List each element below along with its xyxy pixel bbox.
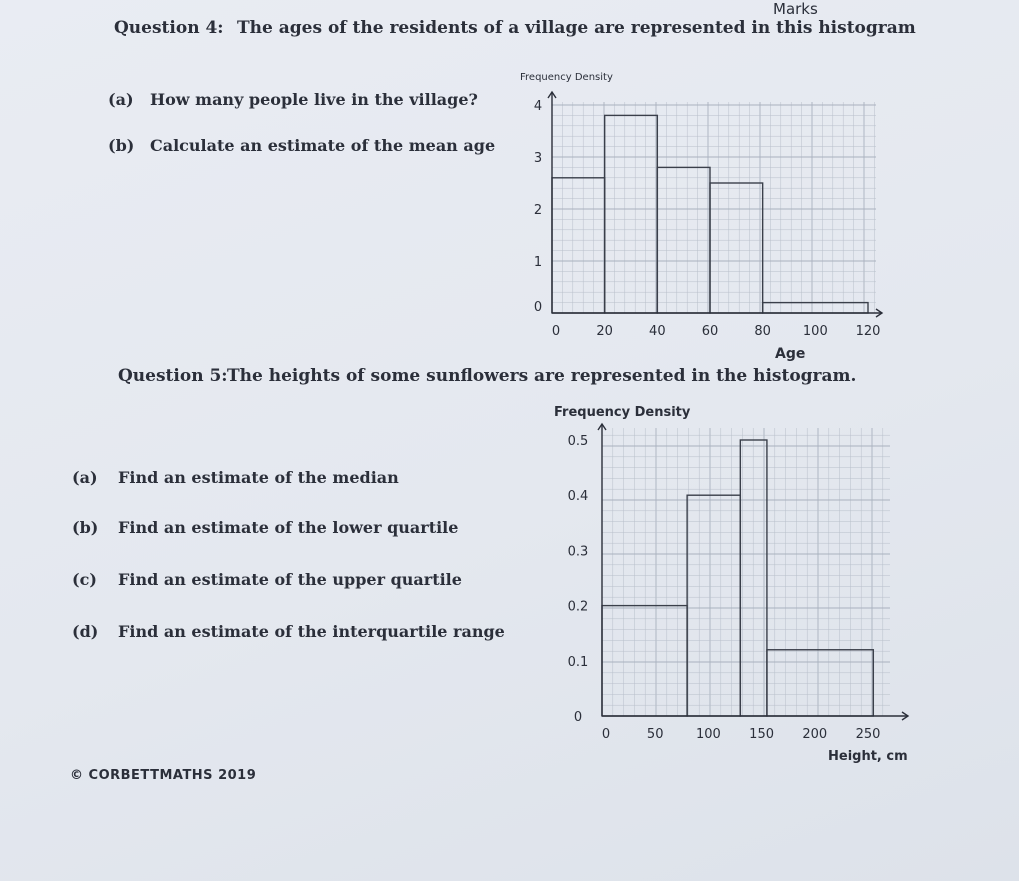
y-tick-label: 0 <box>533 300 543 315</box>
h2-x-axis-label: Height, cm <box>828 749 908 764</box>
h1-grid <box>552 102 876 313</box>
x-tick-label: 100 <box>802 324 828 339</box>
q5-part-d-text: Find an estimate of the interquartile range <box>118 622 505 641</box>
y-tick-label: 1 <box>533 255 543 270</box>
y-tick-label: 0.5 <box>567 434 589 449</box>
h1-bars <box>552 115 868 313</box>
q5-part-a-letter: (a) <box>72 468 98 487</box>
q5-part-c-text: Find an estimate of the upper quartile <box>118 570 462 589</box>
h2-tick-labels <box>568 434 881 742</box>
q4-part-b-letter: (b) <box>108 136 135 155</box>
bar-2 <box>687 495 740 716</box>
q5-part-c-letter: (c) <box>72 570 97 589</box>
bar-3 <box>740 440 767 716</box>
bar-5 <box>763 303 868 313</box>
copyright-notice: © CORBETTMATHS 2019 <box>70 768 257 783</box>
x-tick-label: 150 <box>749 727 775 742</box>
bar-1 <box>602 606 687 716</box>
q5-part-b-letter: (b) <box>72 518 99 537</box>
x-tick-label: 0 <box>601 727 611 742</box>
y-tick-label: 0.2 <box>567 599 589 615</box>
bar-4 <box>710 183 763 313</box>
x-tick-label: 250 <box>855 727 881 742</box>
y-tick-label: 0.3 <box>567 544 589 560</box>
x-tick-label: 60 <box>701 324 719 339</box>
histogram-heights <box>540 398 930 770</box>
q4-part-b-text: Calculate an estimate of the mean age <box>150 136 496 155</box>
h2-y-axis-label: Frequency Density <box>554 405 691 420</box>
question-5-text: The heights of some sunflowers are represented in the histogram. <box>227 366 857 386</box>
y-tick-label: 4 <box>533 99 543 114</box>
bar-1 <box>552 178 605 313</box>
histogram-ages <box>490 60 910 370</box>
y-tick-label: 3 <box>533 151 543 166</box>
q5-part-a-text: Find an estimate of the median <box>118 468 399 487</box>
h2-grid <box>602 428 890 716</box>
q5-part-d-letter: (d) <box>72 622 99 641</box>
bar-2 <box>605 115 658 313</box>
x-tick-label: 100 <box>695 727 721 742</box>
question-4-label: Question 4: <box>114 18 224 38</box>
q4-part-a-letter: (a) <box>108 90 134 109</box>
h2-bars <box>602 440 873 716</box>
x-tick-label: 50 <box>646 727 664 742</box>
h1-y-axis-label: Frequency Density <box>520 72 613 83</box>
q5-part-b-text: Find an estimate of the lower quartile <box>118 518 459 537</box>
y-tick-label: 0 <box>573 710 583 725</box>
y-tick-label: 0.4 <box>567 489 589 505</box>
x-tick-label: 80 <box>754 324 771 339</box>
marks-header: Marks <box>773 0 818 18</box>
x-tick-label: 0 <box>551 324 561 339</box>
x-tick-label: 20 <box>596 324 613 339</box>
question-5-label: Question 5: <box>118 366 228 386</box>
x-tick-label: 40 <box>649 324 666 339</box>
bar-4 <box>767 650 873 716</box>
q4-part-a-text: How many people live in the village? <box>150 90 478 109</box>
x-tick-label: 200 <box>802 727 828 742</box>
h1-x-axis-label: Age <box>775 346 806 362</box>
y-tick-label: 0.1 <box>567 654 589 670</box>
x-tick-label: 120 <box>855 324 881 339</box>
y-tick-label: 2 <box>533 203 543 218</box>
question-4-text: The ages of the residents of a village are represented in this histogram <box>237 18 916 38</box>
